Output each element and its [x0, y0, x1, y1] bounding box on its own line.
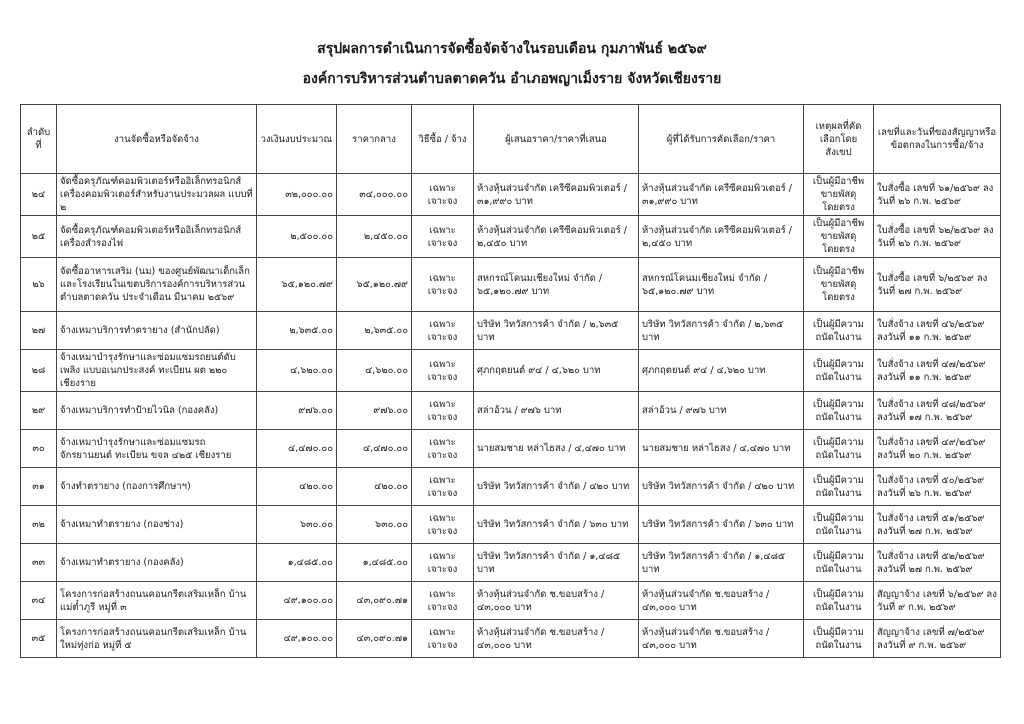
cell-bidder: ศุภกฤตยนต์ ๙๔ / ๔,๖๒๐ บาท [474, 350, 639, 392]
cell-reason: เป็นผู้มีความถนัดในงาน [804, 468, 874, 506]
cell-no: ๒๘ [21, 350, 57, 392]
cell-budget: ๑,๔๘๕.๐๐ [257, 544, 337, 582]
cell-no: ๓๓ [21, 544, 57, 582]
header-median-price: ราคากลาง [337, 105, 412, 174]
table-header-row [21, 105, 1001, 174]
table-row [21, 216, 1001, 258]
cell-budget: ๓๒,๐๐๐.๐๐ [257, 174, 337, 216]
cell-reason: เป็นผู้มีความถนัดในงาน [804, 312, 874, 350]
cell-reason: เป็นผู้มีอาชีพขายพัสดุโดยตรง [804, 174, 874, 216]
cell-contract: สัญญาจ้าง เลขที่ ๖/๒๕๖๙ ลงวันที่ ๙ ก.พ. ๒๕๖๙ [874, 582, 1001, 620]
cell-winner: สล่าอ้วน / ๙๗๖ บาท [639, 392, 804, 430]
cell-winner: ห้างหุ้นส่วนจำกัด เครีซีคอมพิวเตอร์ / ๒,๔๕๐ บาท [639, 216, 804, 258]
cell-no: ๒๔ [21, 174, 57, 216]
cell-bidder: สล่าอ้วน / ๙๗๖ บาท [474, 392, 639, 430]
header-winner: ผู้ที่ได้รับการคัดเลือก/ราคา [639, 105, 804, 174]
cell-bidder: ห้างหุ้นส่วนจำกัด ช.ขอบสร้าง / ๔๓,๐๐๐ บาท [474, 582, 639, 620]
cell-winner: ห้างหุ้นส่วนจำกัด ช.ขอบสร้าง / ๔๓,๐๐๐ บาท [639, 582, 804, 620]
cell-item: จัดซื้อครุภัณฑ์คอมพิวเตอร์หรืออิเล็กทรอนิกส์ เครื่องคอมพิวเตอร์สำหรับงานประมวลผล แบบที่ ๒ [57, 174, 257, 216]
header-method: วิธีซื้อ / จ้าง [412, 105, 474, 174]
cell-winner: สหกรณ์โคนมเชียงใหม่ จำกัด / ๖๕,๑๒๐.๗๙ บาท [639, 258, 804, 312]
cell-method: เฉพาะเจาะจง [412, 620, 474, 658]
cell-item: จ้างเหมาทำตรายาง (กองช่าง) [57, 506, 257, 544]
cell-item: จ้างเหมาบริการทำป้ายไวนิล (กองคลัง) [57, 392, 257, 430]
header-contract: เลขที่และวันที่ของสัญญาหรือข้อตกลงในการซื้อ/จ้าง [874, 105, 1001, 174]
cell-reason: เป็นผู้มีความถนัดในงาน [804, 620, 874, 658]
cell-budget: ๖๕,๑๒๐.๗๙ [257, 258, 337, 312]
cell-budget: ๙๗๖.๐๐ [257, 392, 337, 430]
cell-no: ๒๙ [21, 392, 57, 430]
cell-bidder: ห้างหุ้นส่วนจำกัด เครีซีคอมพิวเตอร์ / ๒,๔๕๐ บาท [474, 216, 639, 258]
cell-method: เฉพาะเจาะจง [412, 430, 474, 468]
cell-contract: ใบสั่งซื้อ เลขที่ ๖/๒๕๖๙ ลงวันที่ ๒๗ ก.พ. ๒๕๖๙ [874, 258, 1001, 312]
cell-median-price: ๙๗๖.๐๐ [337, 392, 412, 430]
cell-median-price: ๔๒๐.๐๐ [337, 468, 412, 506]
cell-contract: ใบสั่งซื้อ เลขที่ ๖๒/๒๕๖๙ ลงวันที่ ๒๖ ก.พ. ๒๕๖๙ [874, 216, 1001, 258]
cell-method: เฉพาะเจาะจง [412, 312, 474, 350]
cell-method: เฉพาะเจาะจง [412, 174, 474, 216]
cell-method: เฉพาะเจาะจง [412, 582, 474, 620]
cell-bidder: บริษัท วิทวัสการค้า จำกัด / ๔๒๐ บาท [474, 468, 639, 506]
cell-item: จัดซื้อครุภัณฑ์คอมพิวเตอร์หรืออิเล็กทรอนิกส์ เครื่องสำรองไฟ [57, 216, 257, 258]
cell-method: เฉพาะเจาะจง [412, 216, 474, 258]
cell-winner: บริษัท วิทวัสการค้า จำกัด / ๑,๔๘๕ บาท [639, 544, 804, 582]
header-bidder: ผู้เสนอราคา/ราคาที่เสนอ [474, 105, 639, 174]
cell-item: โครงการก่อสร้างถนนคอนกรีตเสริมเหล็ก บ้านใหม่ทุ่งก่อ หมู่ที่ ๕ [57, 620, 257, 658]
cell-budget: ๔๙,๑๐๐.๐๐ [257, 582, 337, 620]
cell-median-price: ๑,๔๘๕.๐๐ [337, 544, 412, 582]
cell-item: จ้างเหมาทำตรายาง (กองคลัง) [57, 544, 257, 582]
cell-contract: ใบสั่งซื้อ เลขที่ ๖๑/๒๕๖๙ ลงวันที่ ๒๖ ก.พ. ๒๕๖๙ [874, 174, 1001, 216]
cell-no: ๓๕ [21, 620, 57, 658]
table-row [21, 392, 1001, 430]
table-row [21, 258, 1001, 312]
cell-item: จัดซื้ออาหารเสริม (นม) ของศูนย์พัฒนาเด็กเล็กและโรงเรียนในเขตบริการองค์การบริหารส่วนตำบลตาดควัน ประจำเดือน มีนาคม ๒๕๖๙ [57, 258, 257, 312]
cell-winner: บริษัท วิทวัสการค้า จำกัด / ๔๒๐ บาท [639, 468, 804, 506]
cell-winner: ห้างหุ้นส่วนจำกัด เครีซีคอมพิวเตอร์ / ๓๑,๙๙๐ บาท [639, 174, 804, 216]
cell-median-price: ๔๓,๐๙๐.๗๑ [337, 620, 412, 658]
cell-contract: ใบสั่งจ้าง เลขที่ ๕๒/๒๕๖๙ ลงวันที่ ๒๗ ก.พ. ๒๕๖๙ [874, 544, 1001, 582]
header-item: งานจัดซื้อหรือจัดจ้าง [57, 105, 257, 174]
cell-winner: นายสมชาย หล่าไธสง / ๔,๔๗๐ บาท [639, 430, 804, 468]
cell-item: จ้างทำตรายาง (กองการศึกษาฯ) [57, 468, 257, 506]
cell-contract: ใบสั่งจ้าง เลขที่ ๔๖/๒๕๖๙ ลงวันที่ ๑๑ ก.พ. ๒๕๖๙ [874, 312, 1001, 350]
cell-method: เฉพาะเจาะจง [412, 258, 474, 312]
cell-reason: เป็นผู้มีความถนัดในงาน [804, 350, 874, 392]
cell-no: ๓๔ [21, 582, 57, 620]
cell-item: จ้างเหมาบำรุงรักษาและซ่อมแซมรถจักรยานยนต์ ทะเบียน ขจล ๔๒๕ เชียงราย [57, 430, 257, 468]
cell-median-price: ๔,๔๗๐.๐๐ [337, 430, 412, 468]
cell-reason: เป็นผู้มีอาชีพขายพัสดุโดยตรง [804, 216, 874, 258]
table-row [21, 312, 1001, 350]
cell-median-price: ๒,๔๕๐.๐๐ [337, 216, 412, 258]
cell-budget: ๖๓๐.๐๐ [257, 506, 337, 544]
cell-contract: ใบสั่งจ้าง เลขที่ ๔๙/๒๕๖๙ ลงวันที่ ๒๐ ก.พ. ๒๕๖๙ [874, 430, 1001, 468]
cell-budget: ๒,๖๓๕.๐๐ [257, 312, 337, 350]
procurement-table [20, 104, 1001, 658]
table-row [21, 582, 1001, 620]
table-row [21, 620, 1001, 658]
header-budget: วงเงินงบประมาณ [257, 105, 337, 174]
cell-winner: ห้างหุ้นส่วนจำกัด ช.ขอบสร้าง / ๔๓,๐๐๐ บาท [639, 620, 804, 658]
table-row [21, 506, 1001, 544]
table-row [21, 468, 1001, 506]
cell-no: ๒๕ [21, 216, 57, 258]
cell-reason: เป็นผู้มีความถนัดในงาน [804, 392, 874, 430]
cell-bidder: บริษัท วิทวัสการค้า จำกัด / ๑,๔๘๕ บาท [474, 544, 639, 582]
cell-median-price: ๔๓,๐๙๐.๗๑ [337, 582, 412, 620]
cell-median-price: ๒,๖๓๕.๐๐ [337, 312, 412, 350]
cell-contract: ใบสั่งจ้าง เลขที่ ๕๐/๒๕๖๙ ลงวันที่ ๒๖ ก.พ. ๒๕๖๙ [874, 468, 1001, 506]
cell-bidder: นายสมชาย หล่าไธสง / ๔,๔๗๐ บาท [474, 430, 639, 468]
document-title: สรุปผลการดำเนินการจัดซื้อจัดจ้างในรอบเดือน กุมภาพันธ์ ๒๕๖๙ [317, 41, 707, 57]
cell-reason: เป็นผู้มีความถนัดในงาน [804, 544, 874, 582]
cell-reason: เป็นผู้มีอาชีพขายพัสดุโดยตรง [804, 258, 874, 312]
cell-winner: ศุภกฤตยนต์ ๙๔ / ๔,๖๒๐ บาท [639, 350, 804, 392]
table-row [21, 350, 1001, 392]
header-no: ลำดับที่ [21, 105, 57, 174]
cell-contract: ใบสั่งจ้าง เลขที่ ๕๑/๒๕๖๙ ลงวันที่ ๒๗ ก.พ. ๒๕๖๙ [874, 506, 1001, 544]
cell-no: ๒๗ [21, 312, 57, 350]
cell-method: เฉพาะเจาะจง [412, 468, 474, 506]
cell-median-price: ๖๕,๑๒๐.๗๙ [337, 258, 412, 312]
cell-contract: ใบสั่งจ้าง เลขที่ ๔๗/๒๕๖๙ ลงวันที่ ๑๑ ก.พ. ๒๕๖๙ [874, 350, 1001, 392]
cell-no: ๓๑ [21, 468, 57, 506]
cell-method: เฉพาะเจาะจง [412, 506, 474, 544]
cell-method: เฉพาะเจาะจง [412, 350, 474, 392]
cell-winner: บริษัท วิทวัสการค้า จำกัด / ๒,๖๓๕ บาท [639, 312, 804, 350]
cell-no: ๓๒ [21, 506, 57, 544]
cell-bidder: บริษัท วิทวัสการค้า จำกัด / ๒,๖๓๕ บาท [474, 312, 639, 350]
cell-reason: เป็นผู้มีความถนัดในงาน [804, 430, 874, 468]
cell-median-price: ๔,๖๒๐.๐๐ [337, 350, 412, 392]
cell-median-price: ๖๓๐.๐๐ [337, 506, 412, 544]
cell-bidder: ห้างหุ้นส่วนจำกัด ช.ขอบสร้าง / ๔๓,๐๐๐ บาท [474, 620, 639, 658]
cell-method: เฉพาะเจาะจง [412, 392, 474, 430]
table-row [21, 430, 1001, 468]
cell-reason: เป็นผู้มีความถนัดในงาน [804, 582, 874, 620]
cell-median-price: ๓๔,๐๐๐.๐๐ [337, 174, 412, 216]
document-subtitle: องค์การบริหารส่วนตำบลตาดควัน อำเภอพญาเม็งราย จังหวัดเชียงราย [302, 71, 722, 87]
header-reason: เหตุผลที่คัดเลือกโดยสังเขป [804, 105, 874, 174]
cell-bidder: ห้างหุ้นส่วนจำกัด เครีซีคอมพิวเตอร์ / ๓๑,๙๙๐ บาท [474, 174, 639, 216]
cell-item: จ้างเหมาบริการทำตรายาง (สำนักปลัด) [57, 312, 257, 350]
cell-budget: ๔๒๐.๐๐ [257, 468, 337, 506]
cell-no: ๒๖ [21, 258, 57, 312]
cell-item: จ้างเหมาบำรุงรักษาและซ่อมแซมรถยนต์ดับเพลิง แบบอเนกประสงค์ ทะเบียน ผต ๒๒๐ เชียงราย [57, 350, 257, 392]
cell-item: โครงการก่อสร้างถนนคอนกรีตเสริมเหล็ก บ้านแม่ต๋ำภูรี หมู่ที่ ๓ [57, 582, 257, 620]
table-row [21, 174, 1001, 216]
cell-method: เฉพาะเจาะจง [412, 544, 474, 582]
table-row [21, 544, 1001, 582]
cell-winner: บริษัท วิทวัสการค้า จำกัด / ๖๓๐ บาท [639, 506, 804, 544]
cell-bidder: สหกรณ์โคนมเชียงใหม่ จำกัด / ๖๕,๑๒๐.๗๙ บาท [474, 258, 639, 312]
cell-bidder: บริษัท วิทวัสการค้า จำกัด / ๖๓๐ บาท [474, 506, 639, 544]
cell-reason: เป็นผู้มีความถนัดในงาน [804, 506, 874, 544]
cell-budget: ๔,๔๗๐.๐๐ [257, 430, 337, 468]
cell-budget: ๒,๕๐๐.๐๐ [257, 216, 337, 258]
cell-contract: ใบสั่งจ้าง เลขที่ ๔๘/๒๕๖๙ ลงวันที่ ๑๗ ก.พ. ๒๕๖๙ [874, 392, 1001, 430]
cell-budget: ๔,๖๒๐.๐๐ [257, 350, 337, 392]
cell-contract: สัญญาจ้าง เลขที่ ๗/๒๕๖๙ ลงวันที่ ๙ ก.พ. ๒๕๖๙ [874, 620, 1001, 658]
cell-no: ๓๐ [21, 430, 57, 468]
cell-budget: ๔๙,๑๐๐.๐๐ [257, 620, 337, 658]
